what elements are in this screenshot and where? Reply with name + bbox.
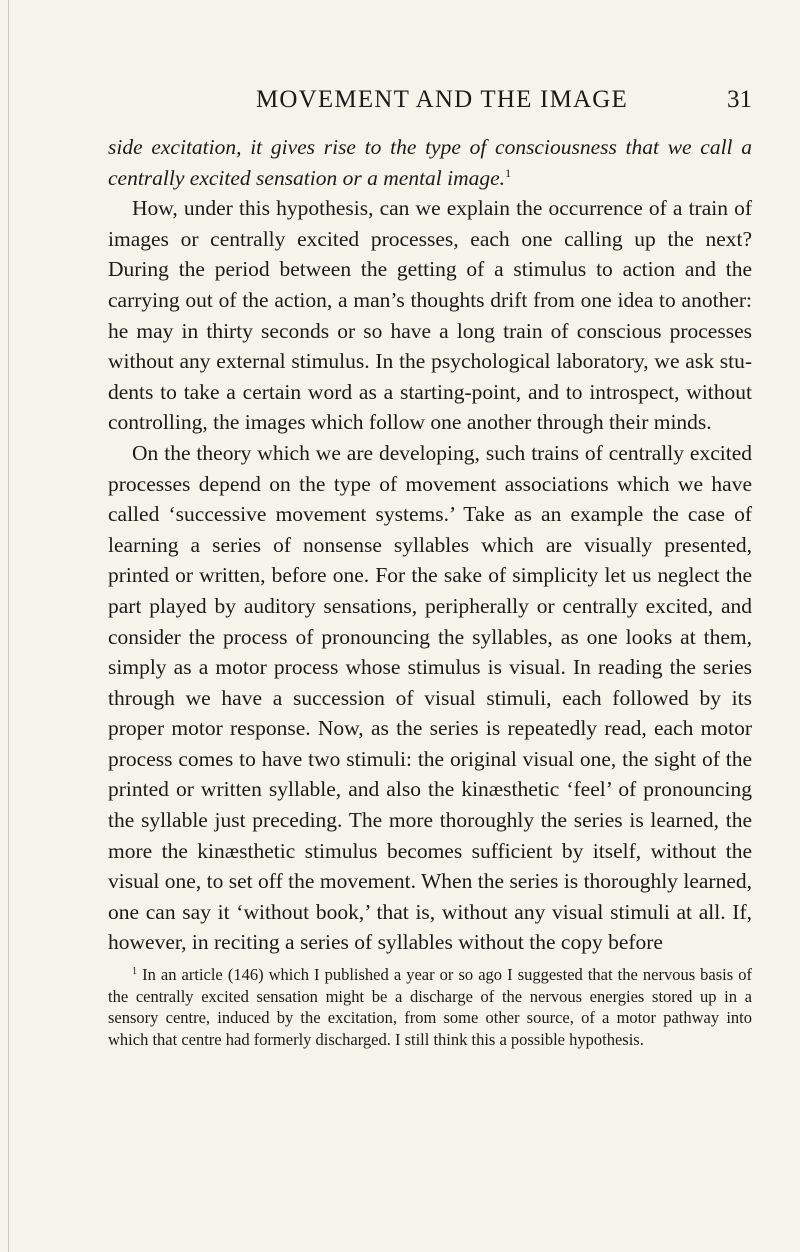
footnote-marker: 1 — [132, 966, 137, 978]
paragraph-train-of-images: How, under this hypothesis, can we explain the occurrence of a train of images or centrally excited processes, each one calling up the next? During the period between the getting of a stimulus to action and the carrying out of the action, a man’s thoughts drift from one idea to another: he may in thirty seconds or so have a long train of conscious processes without any external stimulus. In the psychological laboratory, we ask students to take a certain word as a starting-point, and to introspect, without controlling, the images which follow one another through their minds. — [108, 196, 752, 435]
footnote — [108, 964, 752, 1050]
book-page — [108, 82, 752, 1067]
page-edge-line — [8, 0, 9, 1252]
running-head — [108, 82, 752, 118]
footnote-reference: 1 — [505, 165, 512, 180]
page-number: 31 — [727, 86, 752, 113]
paragraph-successive-movement-systems: On the theory which we are developing, such trains of centrally excited processes depend on the type of movement associations which we have called ‘successive movement systems.’ Take as an example the case of learning a series of nonsense syllables which are visually presented, printed or written, before one. For the sake of simplicity let us neglect the part played by auditory sensations, peripherally or centrally excited, and consider the process of pronouncing the syllables, as one looks at them, simply as a motor process whose stimulus is visual. In reading the series through we have a succession of visual stimuli, each followed by its proper motor response. Now, as the series is repeatedly read, each motor process comes to have two stimuli: the original visual one, the sight of the printed or written syllable, and also the kinæsthetic ‘feel’ of pronouncing the syllable just preceding. The more thoroughly the series is learned, the more the kinæsthetic stimulus becomes sufficient by itself, without the visual one, to set off the movement. When the series is thoroughly learned, one can say it ‘without book,’ that is, without any visual stimuli at all. If, however, in reciting a series of syllables without the copy before — [108, 440, 752, 955]
paragraph-continued — [108, 132, 752, 193]
italic-text: side excitation, it gives rise to the type of consciousness that we call a centrally excited sensation or a mental image. — [108, 135, 752, 190]
running-title: MOVEMENT AND THE IMAGE — [256, 86, 628, 113]
footnote-text: In an article (146) which I published a year or so ago I suggested that the nervous basis of the centrally excited sensation might be a discharge of the nervous energies stored up in a sensory centre, induced by the excitation, from some other source, of a motor pathway into which that centre had formerly discharged. I still think this a possible hypothesis. — [108, 965, 752, 1049]
